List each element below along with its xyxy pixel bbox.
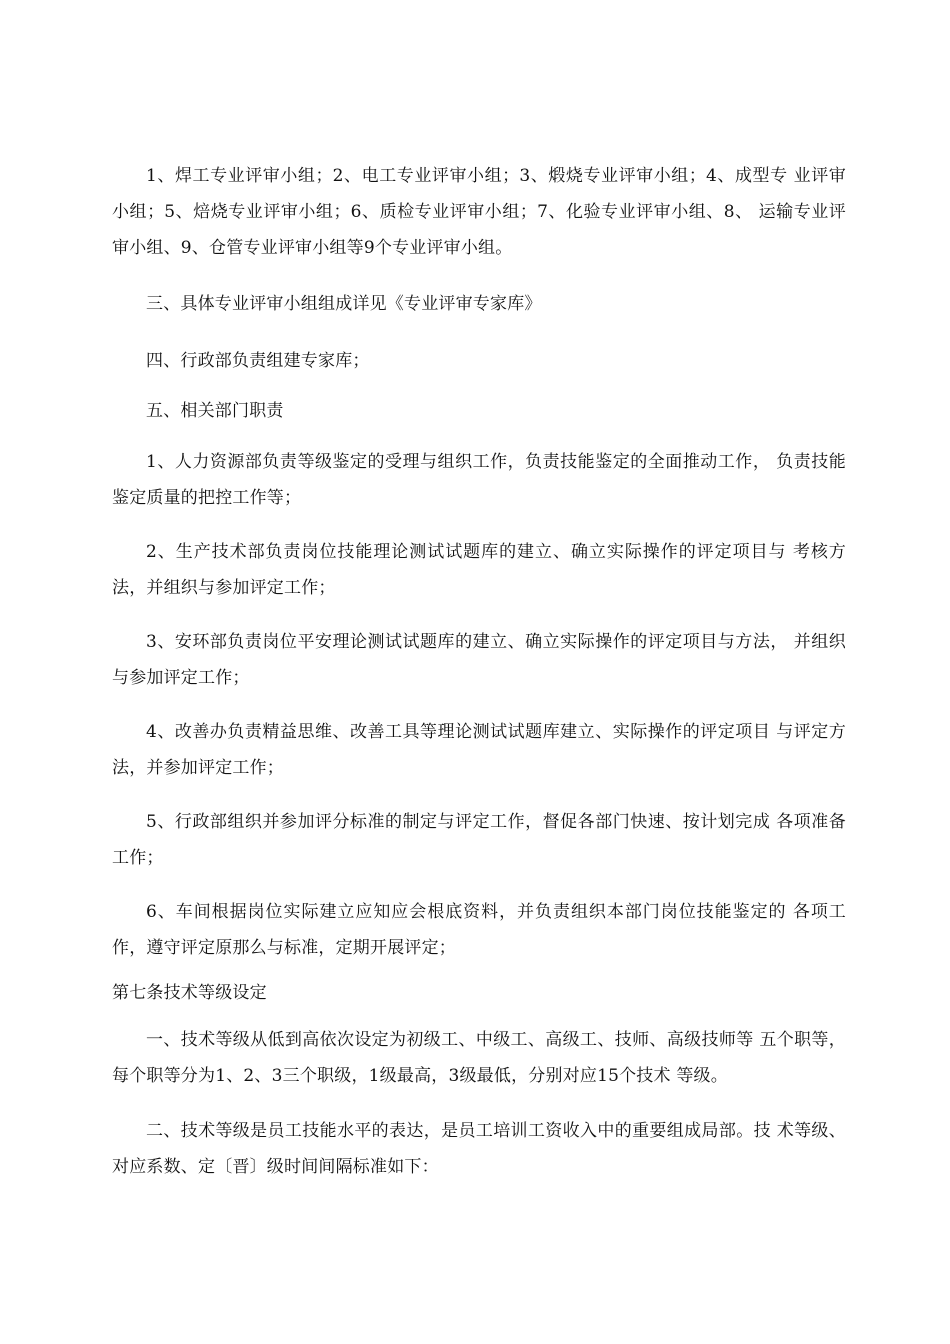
item-five-heading: 五、相关部门职责 [146,401,284,421]
duty-production-paragraph: 2、生产技术部负责岗位技能理论测试试题库的建立、确立实际操作的评定项目与 考核方法，并组织与参加评定工作； [112,542,846,598]
duty-admin-paragraph: 5、行政部组织并参加评分标准的制定与评定工作，督促各部门快速、按计划完成 各项准备工作； [112,812,846,868]
duty-hr-paragraph: 1、人力资源部负责等级鉴定的受理与组织工作，负责技能鉴定的全面推动工作， 负责技能鉴定质量的把控工作等； [112,452,846,508]
duty-workshop-paragraph: 6、车间根据岗位实际建立应知应会根底资料，并负责组织本部门岗位技能鉴定的 各项工作，遵守评定原那么与标准，定期开展评定； [112,902,846,958]
item-three-paragraph: 三、具体专业评审小组组成详见《专业评审专家库》 [146,294,542,314]
item-four-paragraph: 四、行政部负责组建专家库； [146,351,370,371]
duty-improvement-paragraph: 4、改善办负责精益思维、改善工具等理论测试试题库建立、实际操作的评定项目 与评定方法，并参加评定工作； [112,722,846,778]
duty-safety-paragraph: 3、安环部负责岗位平安理论测试试题库的建立、确立实际操作的评定项目与方法， 并组织与参加评定工作； [112,632,846,688]
article-seven-item-one: 一、技术等级从低到高依次设定为初级工、中级工、高级工、技师、高级技师等 五个职等，每个职等分为1、2、3三个职级，1级最高，3级最低，分别对应15个技术 等级。 [112,1030,846,1086]
article-seven-title: 第七条技术等级设定 [112,983,267,1003]
article-seven-item-two: 二、技术等级是员工技能水平的表达，是员工培训工资收入中的重要组成局部。技 术等级、对应系数、定〔晋〕级时间间隔标准如下： [112,1121,846,1177]
groups-list-paragraph: 1、焊工专业评审小组；2、电工专业评审小组；3、煅烧专业评审小组；4、成型专 业评审小组；5、焙烧专业评审小组；6、质检专业评审小组；7、化验专业评审小组、8、 运输专业评审小组、9、仓管专业评审小组等9个专业评审小组。 [112,166,846,258]
